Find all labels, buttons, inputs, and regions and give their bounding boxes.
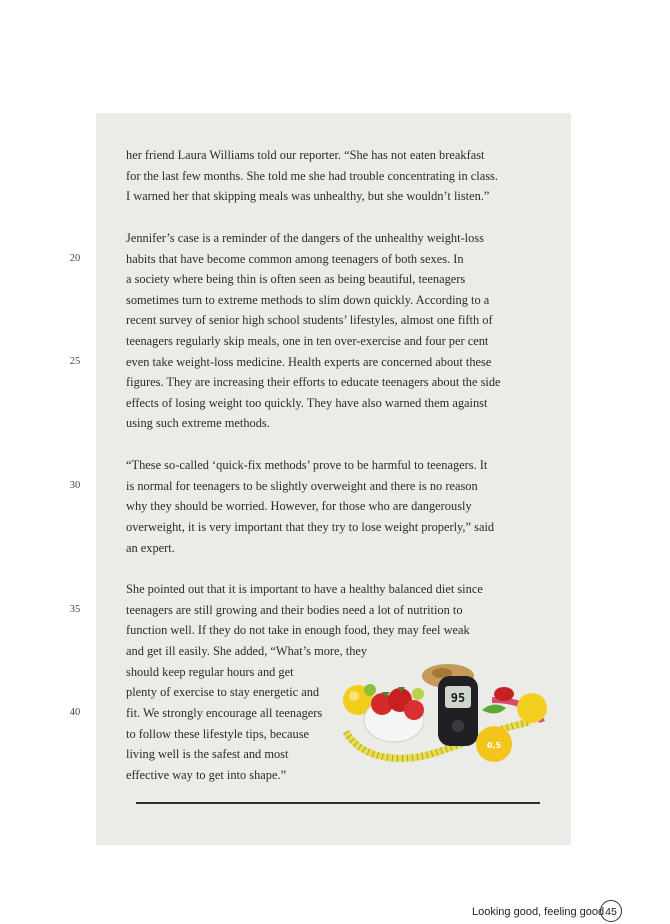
text-line: habits that have become common among teenagers of both sexes. In [126,252,464,266]
running-footer-title: Looking good, feeling good [472,906,605,918]
line-number: 25 [69,356,81,367]
text-line: why they should be worried. However, for those who are dangerously [126,499,472,513]
text-line: function well. If they do not take in enough food, they may feel weak [126,623,470,637]
text-line: should keep regular hours and get [126,665,294,679]
healthy-lifestyle-illustration [342,660,550,770]
text-line: “These so-called ‘quick-fix methods’ prove to be harmful to teenagers. It [126,458,488,472]
line-number: 20 [69,253,81,264]
text-line: a society where being thin is often seen as being beautiful, teenagers [126,272,466,286]
text-line: and get ill easily. She added, “What’s more, they [126,644,368,658]
text-line: her friend Laura Williams told our reporter. “She has not eaten breakfast [126,148,485,162]
text-line: for the last few months. She told me she had trouble concentrating in class. [126,169,498,183]
text-line: recent survey of senior high school students’ lifestyles, almost one fifth of [126,313,493,327]
fruit-bowl-icon [364,684,424,742]
text-line: is normal for teenagers to be slightly overweight and there is no reason [126,479,478,493]
text-line: an expert. [126,541,175,555]
text-line: effective way to get into shape.” [126,768,287,782]
text-line: fit. We strongly encourage all teenagers [126,706,323,720]
text-line: even take weight-loss medicine. Health experts are concerned about these [126,355,492,369]
text-line: teenagers regularly skip meals, one in ten over-exercise and four per cent [126,334,489,348]
dumbbell-label: 0,5 [486,741,502,750]
line-number: 35 [69,604,81,615]
line-number: 30 [69,480,81,491]
text-line: Jennifer’s case is a reminder of the dangers of the unhealthy weight-loss [126,231,484,245]
text-line: figures. They are increasing their efforts to educate teenagers about the side [126,375,501,389]
text-line: plenty of exercise to stay energetic and [126,685,320,699]
line-number: 40 [69,707,81,718]
text-line: living well is the safest and most [126,747,289,761]
text-line: sometimes turn to extreme methods to slim down quickly. According to a [126,293,490,307]
article-end-rule [136,802,540,804]
text-line: I warned her that skipping meals was unhealthy, but she wouldn’t listen.” [126,189,490,203]
text-line: effects of losing weight too quickly. They have also warned them against [126,396,488,410]
text-line: using such extreme methods. [126,416,270,430]
text-line: She pointed out that it is important to have a healthy balanced diet since [126,582,483,596]
text-line: overweight, it is very important that they try to lose weight properly,” said [126,520,495,534]
glucose-meter-icon [438,676,478,746]
meter-reading: 95 [450,691,466,705]
text-line: teenagers are still growing and their bodies need a lot of nutrition to [126,603,463,617]
text-line: to follow these lifestyle tips, because [126,727,310,741]
page-number: 45 [600,900,622,922]
